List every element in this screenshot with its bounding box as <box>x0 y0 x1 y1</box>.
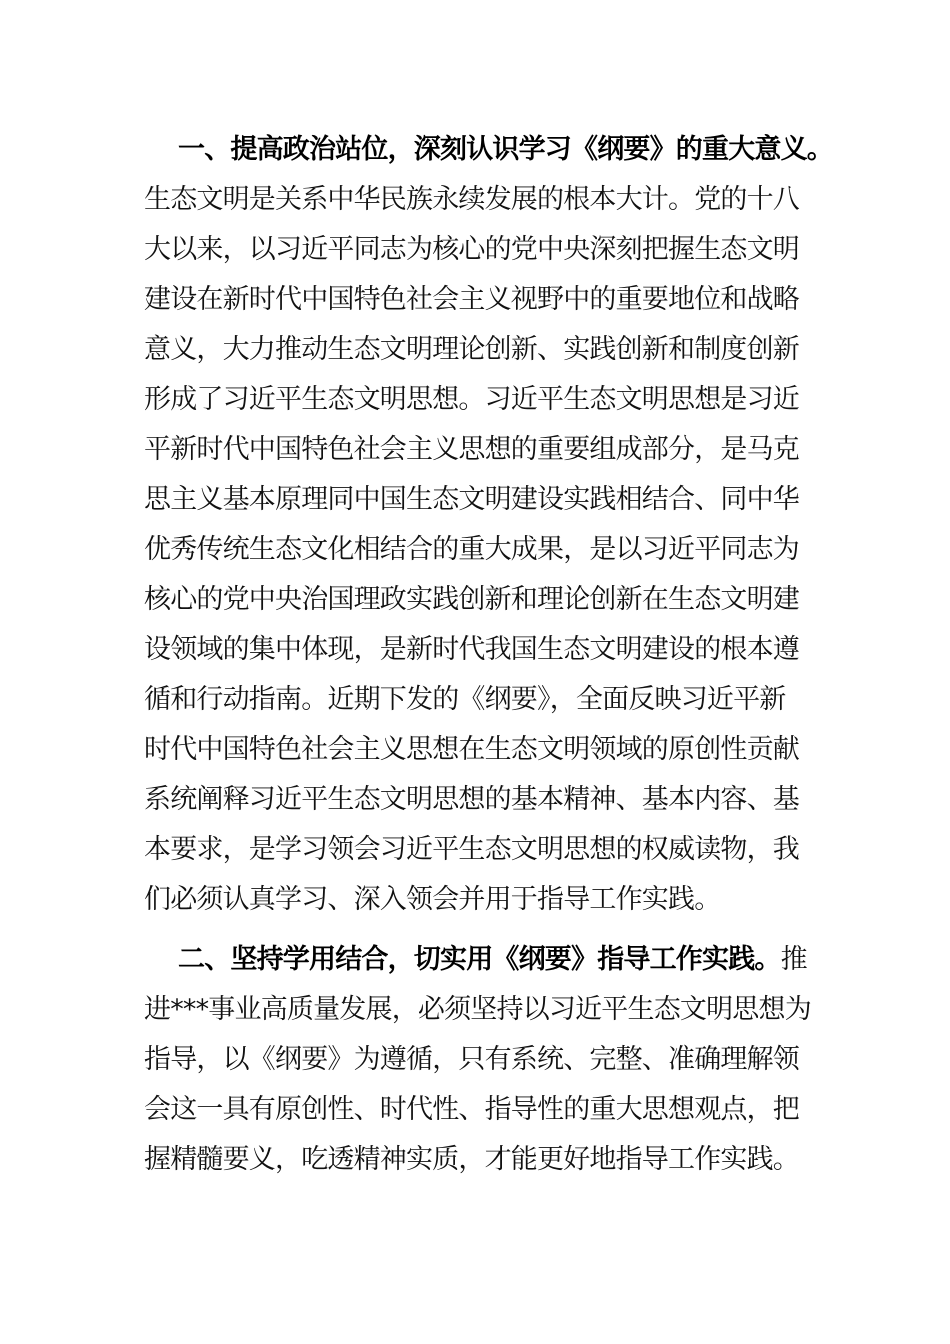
body-line: 意义，大力推动生态文明理论创新、实践创新和制度创新 <box>144 334 799 365</box>
section-two-heading-tail: 推 <box>780 944 807 975</box>
body-line: 大以来，以习近平同志为核心的党中央深刻把握生态文明 <box>144 234 799 265</box>
body-line: 会这一具有原创性、时代性、指导性的重大思想观点，把 <box>144 1094 799 1125</box>
body-line: 系统阐释习近平生态文明思想的基本精神、基本内容、基 <box>144 784 799 815</box>
paragraph-gap <box>144 925 809 935</box>
body-line: 核心的党中央治国理政实践创新和理论创新在生态文明建 <box>144 584 799 615</box>
document-body <box>144 125 833 1185</box>
body-line: 时代中国特色社会主义思想在生态文明领域的原创性贡献 <box>144 734 799 765</box>
body-line: 们必须认真学习、深入领会并用于指导工作实践。 <box>144 884 721 915</box>
section-one <box>144 125 833 925</box>
body-line: 循和行动指南。近期下发的《纲要》，全面反映习近平新 <box>144 684 786 715</box>
body-line: 指导，以《纲要》为遵循，只有系统、完整、准确理解领 <box>144 1044 799 1075</box>
body-line: 设领域的集中体现，是新时代我国生态文明建设的根本遵 <box>144 634 799 665</box>
section-two-heading-line <box>144 935 809 985</box>
body-line: 生态文明是关系中华民族永续发展的根本大计。党的十八 <box>144 184 799 215</box>
section-one-heading-line <box>144 125 833 175</box>
body-line: 形成了习近平生态文明思想。习近平生态文明思想是习近 <box>144 384 799 415</box>
body-line: 优秀传统生态文化相结合的重大成果，是以习近平同志为 <box>144 534 799 565</box>
body-line: 本要求，是学习领会习近平生态文明思想的权威读物，我 <box>144 834 799 865</box>
body-line: 思主义基本原理同中国生态文明建设实践相结合、同中华 <box>144 484 799 515</box>
section-one-heading: 一、提高政治站位，深刻认识学习《纲要》的重大意义。 <box>178 134 833 165</box>
section-two-heading: 二、坚持学用结合，切实用《纲要》指导工作实践。 <box>178 944 781 975</box>
body-line: 建设在新时代中国特色社会主义视野中的重要地位和战略 <box>144 284 799 315</box>
section-two <box>144 935 809 1185</box>
body-line: 握精髓要义，吃透精神实质，才能更好地指导工作实践。 <box>144 1144 799 1175</box>
body-line: 平新时代中国特色社会主义思想的重要组成部分，是马克 <box>144 434 799 465</box>
body-line: 进***事业高质量发展，必须坚持以习近平生态文明思想为 <box>144 994 811 1025</box>
